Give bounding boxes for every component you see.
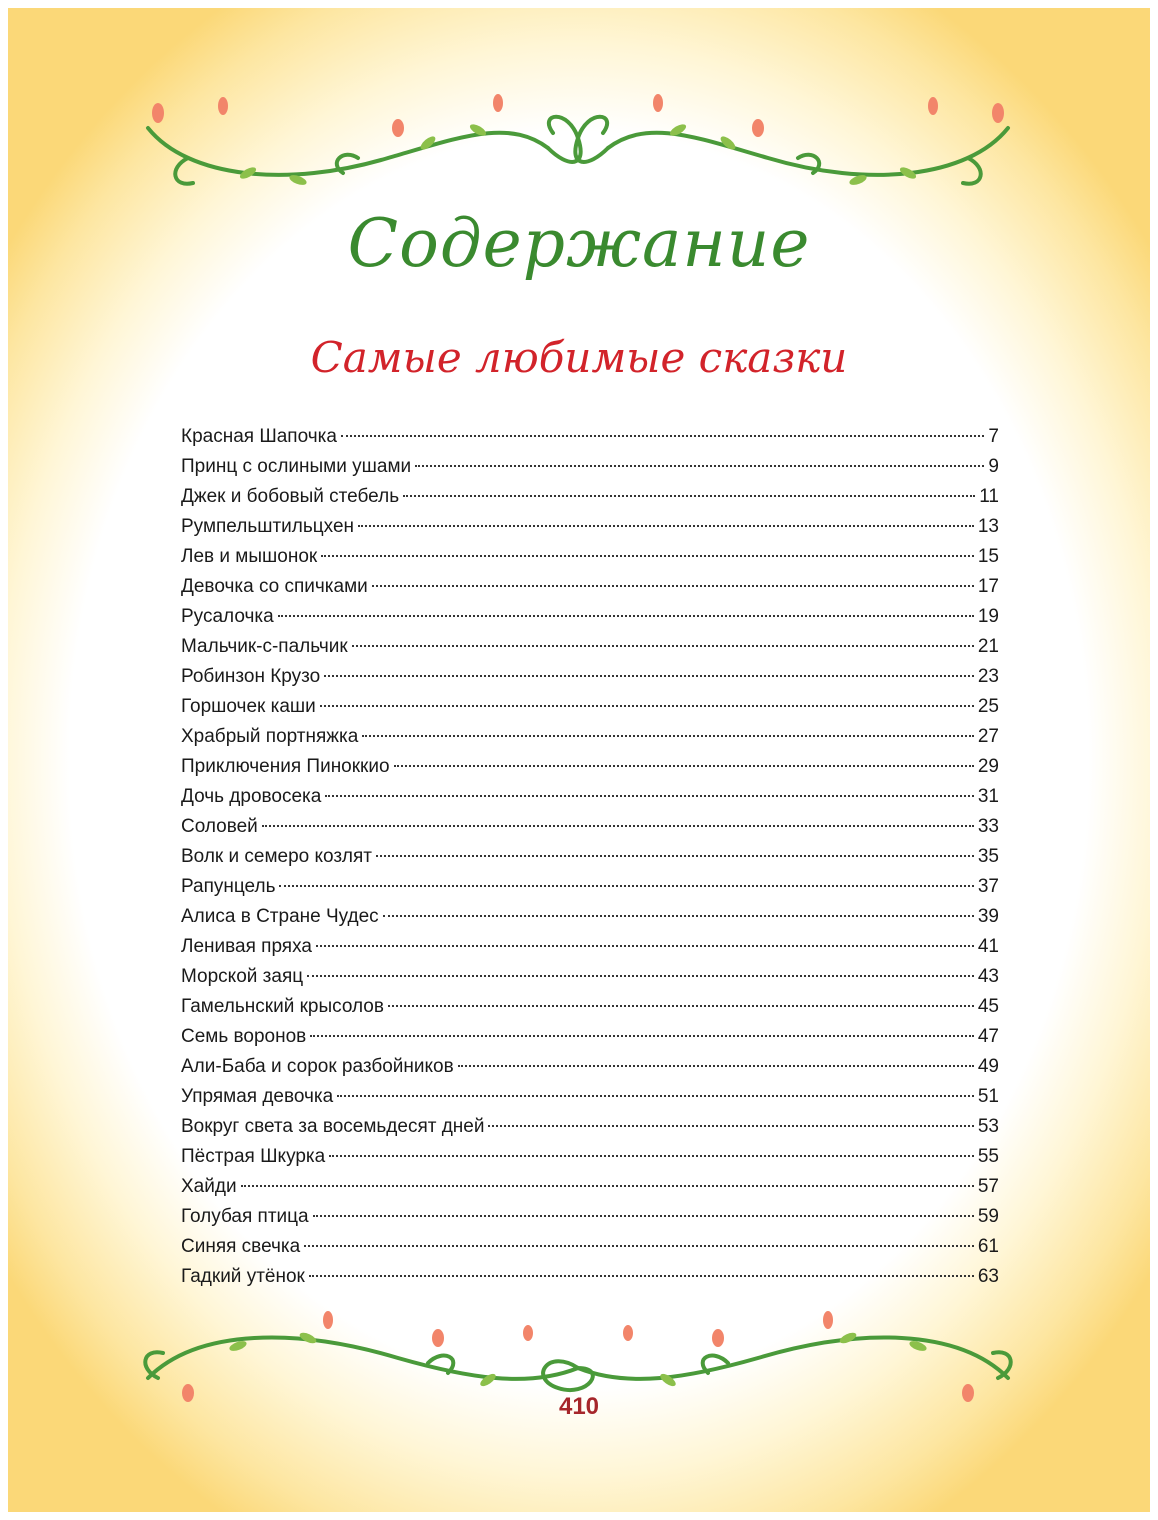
- toc-dot-leader: [279, 885, 973, 887]
- toc-entry-page: 61: [977, 1236, 999, 1257]
- toc-dot-leader: [488, 1125, 973, 1127]
- toc-dot-leader: [316, 945, 974, 947]
- toc-entry[interactable]: [181, 932, 999, 962]
- toc-entry[interactable]: [181, 512, 999, 542]
- toc-dot-leader: [325, 795, 974, 797]
- toc-entry-page: 39: [977, 906, 999, 927]
- toc-dot-leader: [383, 915, 974, 917]
- toc-entry-page: 29: [977, 756, 999, 777]
- toc-entry-page: 35: [977, 846, 999, 867]
- toc-dot-leader: [394, 765, 974, 767]
- toc-entry[interactable]: [181, 812, 999, 842]
- toc-entry-title: Ленивая пряха: [181, 936, 312, 957]
- toc-entry-title: Пёстрая Шкурка: [181, 1146, 326, 1167]
- toc-entry-title: Семь воронов: [181, 1026, 307, 1047]
- toc-entry-title: Синяя свечка: [181, 1236, 301, 1257]
- toc-entry-title: Горшочек каши: [181, 696, 316, 717]
- toc-entry[interactable]: [181, 692, 999, 722]
- toc-entry-page: 15: [977, 546, 999, 567]
- toc-entry-title: Лев и мышонок: [181, 546, 318, 567]
- toc-dot-leader: [403, 495, 975, 497]
- toc-entry[interactable]: [181, 602, 999, 632]
- toc-entry-title: Рапунцель: [181, 876, 276, 897]
- toc-entry-title: Гадкий утёнок: [181, 1266, 305, 1287]
- toc-entry-title: Гамельнский крысолов: [181, 996, 384, 1017]
- toc-entry-page: 7: [988, 426, 999, 447]
- toc-entry[interactable]: [181, 842, 999, 872]
- toc-entry-page: 51: [977, 1086, 999, 1107]
- toc-entry-page: 23: [977, 666, 999, 687]
- toc-entry[interactable]: [181, 872, 999, 902]
- toc-dot-leader: [415, 465, 984, 467]
- toc-entry-title: Красная Шапочка: [181, 426, 337, 447]
- toc-dot-leader: [458, 1065, 974, 1067]
- toc-entry-title: Упрямая девочка: [181, 1086, 334, 1107]
- toc-entry-title: Волк и семеро козлят: [181, 846, 372, 867]
- toc-entry-title: Русалочка: [181, 606, 274, 627]
- toc-entry-title: Джек и бобовый стебель: [181, 486, 400, 507]
- toc-dot-leader: [262, 825, 974, 827]
- toc-entry-page: 45: [977, 996, 999, 1017]
- toc-entry[interactable]: [181, 722, 999, 752]
- toc-entry[interactable]: [181, 752, 999, 782]
- toc-dot-leader: [337, 1095, 974, 1097]
- toc-entry[interactable]: [181, 992, 999, 1022]
- toc-entry[interactable]: [181, 1022, 999, 1052]
- toc-entry[interactable]: [181, 572, 999, 602]
- toc-dot-leader: [352, 645, 974, 647]
- toc-entry-page: 53: [977, 1116, 999, 1137]
- toc-entry-page: 37: [977, 876, 999, 897]
- toc-dot-leader: [313, 1215, 974, 1217]
- toc-entry-title: Девочка со спичками: [181, 576, 368, 597]
- toc-entry[interactable]: [181, 1052, 999, 1082]
- toc-entry[interactable]: [181, 482, 999, 512]
- toc-entry[interactable]: [181, 1172, 999, 1202]
- toc-entry-page: 21: [977, 636, 999, 657]
- toc-dot-leader: [304, 1245, 974, 1247]
- toc-dot-leader: [320, 705, 974, 707]
- toc-entry-title: Алиса в Стране Чудес: [181, 906, 379, 927]
- page-title: Содержание: [347, 205, 811, 282]
- toc-entry[interactable]: [181, 542, 999, 572]
- toc-entry-title: Морской заяц: [181, 966, 304, 987]
- toc-dot-leader: [388, 1005, 974, 1007]
- toc-entry-title: Соловей: [181, 816, 258, 837]
- top-vine-ornament: [128, 88, 1028, 208]
- toc-entry-page: 19: [977, 606, 999, 627]
- toc-entry-page: 57: [977, 1176, 999, 1197]
- toc-entry-title: Румпельштильцхен: [181, 516, 355, 537]
- toc-dot-leader: [362, 735, 974, 737]
- toc-entry[interactable]: [181, 422, 999, 452]
- toc-dot-leader: [309, 1275, 974, 1277]
- toc-dot-leader: [321, 555, 974, 557]
- toc-entry-page: 41: [977, 936, 999, 957]
- page-number: 410: [558, 1393, 600, 1420]
- toc-entry-title: Мальчик-с-пальчик: [181, 636, 348, 657]
- toc-entry[interactable]: [181, 452, 999, 482]
- toc-entry-page: 11: [979, 486, 999, 507]
- toc-entry-page: 55: [977, 1146, 999, 1167]
- toc-entry[interactable]: [181, 1142, 999, 1172]
- toc-entry-page: 27: [977, 726, 999, 747]
- toc-entry[interactable]: [181, 1232, 999, 1262]
- toc-entry-title: Приключения Пиноккио: [181, 756, 390, 777]
- toc-dot-leader: [241, 1185, 974, 1187]
- toc-entry-page: 47: [977, 1026, 999, 1047]
- toc-entry-page: 31: [977, 786, 999, 807]
- toc-dot-leader: [307, 975, 974, 977]
- toc-entry-title: Робинзон Крузо: [181, 666, 321, 687]
- toc-entry-page: 13: [977, 516, 999, 537]
- toc-entry[interactable]: [181, 1112, 999, 1142]
- toc-entry-title: Хайди: [181, 1176, 237, 1197]
- toc-entry-page: 17: [977, 576, 999, 597]
- toc-entry[interactable]: [181, 632, 999, 662]
- toc-dot-leader: [376, 855, 974, 857]
- toc-entry[interactable]: [181, 662, 999, 692]
- toc-entry-title: Голубая птица: [181, 1206, 309, 1227]
- toc-entry-title: Али-Баба и сорок разбойников: [181, 1056, 454, 1077]
- toc-entry-title: Вокруг света за восемьдесят дней: [181, 1116, 485, 1137]
- toc-dot-leader: [278, 615, 974, 617]
- toc-entry-page: 25: [977, 696, 999, 717]
- table-of-contents: [181, 422, 999, 1292]
- toc-dot-leader: [329, 1155, 974, 1157]
- toc-entry-page: 9: [988, 456, 999, 477]
- toc-entry[interactable]: [181, 962, 999, 992]
- toc-entry-title: Дочь дровосека: [181, 786, 322, 807]
- section-subtitle: Самые любимые сказки: [310, 333, 848, 382]
- toc-entry-page: 49: [977, 1056, 999, 1077]
- toc-dot-leader: [372, 585, 974, 587]
- toc-dot-leader: [358, 525, 974, 527]
- toc-dot-leader: [341, 435, 984, 437]
- toc-entry[interactable]: [181, 1202, 999, 1232]
- toc-entry[interactable]: [181, 1262, 999, 1292]
- toc-entry-page: 59: [977, 1206, 999, 1227]
- toc-entry[interactable]: [181, 782, 999, 812]
- toc-entry-page: 63: [977, 1266, 999, 1287]
- toc-entry[interactable]: [181, 1082, 999, 1112]
- toc-dot-leader: [310, 1035, 974, 1037]
- toc-dot-leader: [324, 675, 974, 677]
- toc-entry-title: Храбрый портняжка: [181, 726, 359, 747]
- toc-entry-title: Принц с ослиными ушами: [181, 456, 412, 477]
- toc-entry[interactable]: [181, 902, 999, 932]
- toc-entry-page: 43: [977, 966, 999, 987]
- toc-entry-page: 33: [977, 816, 999, 837]
